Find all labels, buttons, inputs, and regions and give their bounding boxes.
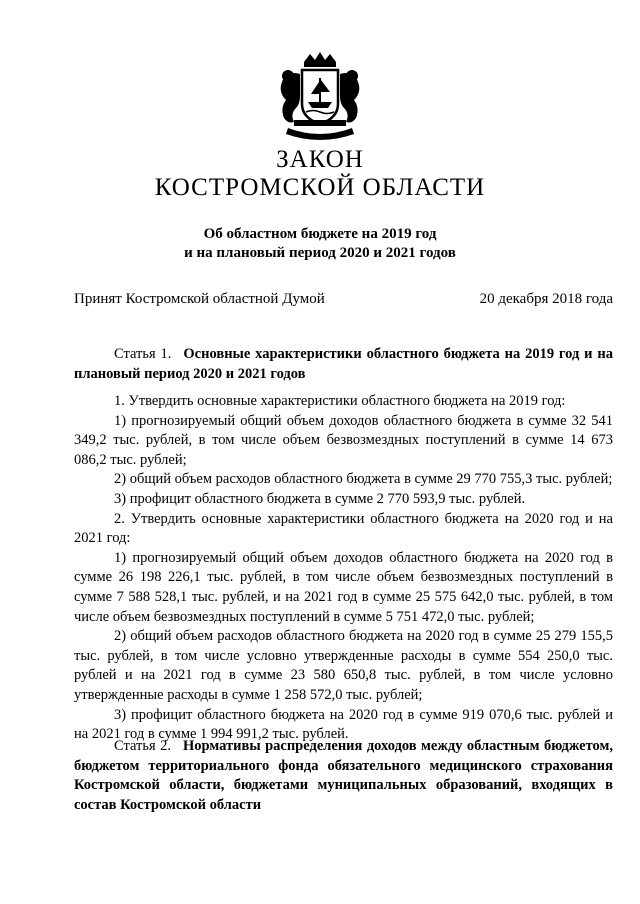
adoption-body: Принят Костромской областной Думой xyxy=(74,291,325,307)
article-2-heading: Нормативы распределения доходов между областным бюджетом, бюджетом территориального фонда обязательного медицинского страхования Костромской области, бюджетами муниципальных образований, входящих в состав Костромской области xyxy=(74,738,613,813)
paragraph: 1) прогнозируемый общий объем доходов областного бюджета на 2020 год в сумме 26 198 226,1 тыс. рублей, в том числе объем безвозмездных поступлений в сумме 7 588 528,1 тыс. рублей, и на 2021 год в сумме 25 575 642,0 тыс. рублей, в том числе объем безвозмездных поступлений в сумме 5 751 472,0 тыс. рублей; xyxy=(74,549,613,625)
paragraph: 2. Утвердить основные характеристики областного бюджета на 2020 год и на 2021 год: xyxy=(74,510,613,547)
law-title-line2: КОСТРОМСКОЙ ОБЛАСТИ xyxy=(154,174,486,201)
article-2-header xyxy=(74,737,613,815)
paragraph: 2) общий объем расходов областного бюджета на 2020 год в сумме 25 279 155,5 тыс. рублей, в том числе условно утвержденные расходы в сумме 554 250,0 тыс. рублей и на 2021 год в сумме 23 580 650,8 тыс. рублей, в том числе условно утвержденные расходы в сумме 1 258 572,0 тыс. рублей; xyxy=(74,628,613,703)
law-subtitle-line1: Об областном бюджете на 2019 год xyxy=(203,226,437,242)
coat-of-arms-icon xyxy=(270,52,370,148)
paragraph: 3) профицит областного бюджета в сумме 2 770 593,9 тыс. рублей. xyxy=(114,490,526,507)
paragraph: 2) общий объем расходов областного бюджета в сумме 29 770 755,3 тыс. рублей; xyxy=(114,471,613,488)
article-1-header xyxy=(74,345,613,384)
article-1-body xyxy=(74,392,613,745)
article-2-label: Статья 2. xyxy=(114,738,171,754)
article-1-heading: Основные характеристики областного бюджета на 2019 год и на плановый период 2020 и 2021 годов xyxy=(74,346,613,382)
paragraph: 1) прогнозируемый общий объем доходов областного бюджета в сумме 32 541 349,2 тыс. рублей, в том числе объем безвозмездных поступлений в сумме 14 673 086,2 тыс. рублей; xyxy=(74,412,613,468)
paragraph: 1. Утвердить основные характеристики областного бюджета на 2019 год: xyxy=(114,393,566,409)
article-1-label: Статья 1. xyxy=(114,346,172,362)
paragraph: 3) профицит областного бюджета на 2020 год в сумме 919 070,6 тыс. рублей и на 2021 год в сумме 1 994 991,2 тыс. рублей. xyxy=(74,706,613,743)
adoption-line xyxy=(74,291,613,308)
adoption-date: 20 декабря 2018 года xyxy=(479,291,613,307)
law-subtitle-line2: и на плановый период 2020 и 2021 годов xyxy=(184,245,456,261)
law-title-line1: ЗАКОН xyxy=(276,146,364,173)
